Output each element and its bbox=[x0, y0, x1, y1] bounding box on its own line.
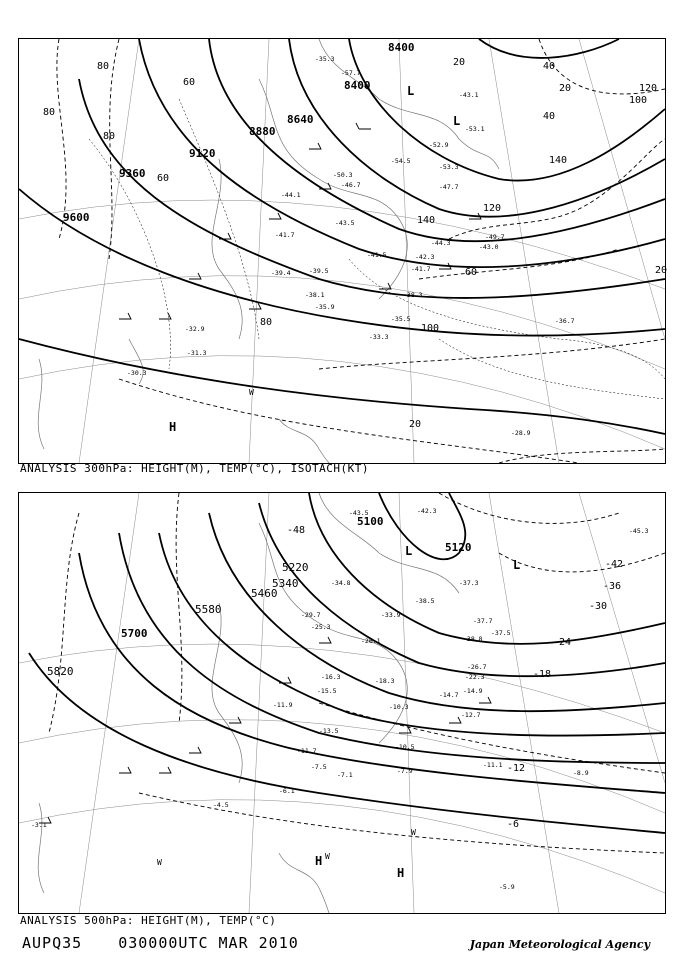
isotach-label: 20 bbox=[409, 419, 422, 430]
height-label: 5120 bbox=[445, 541, 472, 554]
temp-label: -38.3 bbox=[403, 291, 423, 299]
warm-center: W bbox=[157, 858, 162, 867]
temp-label: -26.1 bbox=[361, 637, 381, 645]
temp-label: -35.9 bbox=[315, 303, 335, 311]
isotach-label: 100 bbox=[421, 323, 440, 334]
isotach-label: 120 bbox=[483, 203, 502, 214]
temp-label: -43.5 bbox=[335, 219, 355, 227]
temp-label: -3.1 bbox=[31, 821, 47, 829]
temp-label: -45.3 bbox=[629, 527, 649, 535]
temp-label: -11.1 bbox=[483, 761, 503, 769]
isotach-label: 60 bbox=[465, 267, 478, 278]
temp-label: -43.5 bbox=[349, 509, 369, 517]
warm-center: W bbox=[325, 852, 330, 861]
warm-center: W bbox=[411, 828, 416, 837]
isotach-label: 120 bbox=[639, 83, 658, 94]
temp-label: -28.9 bbox=[511, 429, 531, 437]
temp-label: -52.9 bbox=[429, 141, 449, 149]
temp-label: -32.9 bbox=[185, 325, 205, 333]
temp-label: -26.7 bbox=[467, 663, 487, 671]
temp-label: -42.3 bbox=[415, 253, 435, 261]
temp-label: -41.7 bbox=[275, 231, 295, 239]
temp-label: -53.1 bbox=[465, 125, 485, 133]
temp-label: -7.1 bbox=[337, 771, 353, 779]
low-pressure-center: L bbox=[405, 544, 413, 558]
temp-label: -50.3 bbox=[333, 171, 353, 179]
temp-label: -16.3 bbox=[321, 673, 341, 681]
height-label: 5220 bbox=[282, 561, 309, 574]
isotherm-label: -42 bbox=[605, 559, 624, 570]
temp-label: -44.1 bbox=[281, 191, 301, 199]
isotherm-label: -24 bbox=[553, 637, 572, 648]
height-label: 8400 bbox=[388, 41, 415, 54]
temp-label: -39.4 bbox=[271, 269, 291, 277]
temp-label: -30.3 bbox=[127, 369, 147, 377]
temp-label: -37.5 bbox=[491, 629, 511, 637]
temp-label: -13.5 bbox=[319, 727, 339, 735]
temp-label: -38.5 bbox=[415, 597, 435, 605]
isotherm-label: -48 bbox=[287, 525, 306, 536]
height-label: 5820 bbox=[47, 665, 74, 678]
height-label: 8880 bbox=[249, 125, 276, 138]
temp-label: -41.5 bbox=[367, 251, 387, 259]
temp-label: -33.3 bbox=[369, 333, 389, 341]
isotach-label: 140 bbox=[549, 155, 568, 166]
temp-label: -15.5 bbox=[317, 687, 337, 695]
panel-500-caption: ANALYSIS 500hPa: HEIGHT(M), TEMP(°C) bbox=[20, 914, 277, 927]
isotherm-label: -18 bbox=[533, 669, 552, 680]
temp-label: -33.9 bbox=[381, 611, 401, 619]
warm-center: W bbox=[249, 388, 254, 397]
temp-label: -5.9 bbox=[499, 883, 515, 891]
temp-label: -54.5 bbox=[391, 157, 411, 165]
temp-label: -8.9 bbox=[573, 769, 589, 777]
temp-label: -46.7 bbox=[341, 181, 361, 189]
temp-label: -12.7 bbox=[461, 711, 481, 719]
temp-label: -7.5 bbox=[311, 763, 327, 771]
temp-label: -43.1 bbox=[459, 91, 479, 99]
isotach-label: 20 bbox=[559, 83, 572, 94]
temp-label: -39.5 bbox=[309, 267, 329, 275]
chart-identifier bbox=[22, 934, 325, 952]
isotach-label: 80 bbox=[260, 317, 273, 328]
temp-label: -57.7 bbox=[341, 69, 361, 77]
high-pressure-center: H bbox=[169, 420, 177, 434]
isotach-label: 20 bbox=[453, 57, 466, 68]
temp-label: -36.7 bbox=[555, 317, 575, 325]
temp-label: -38.1 bbox=[305, 291, 325, 299]
temp-label: -7.9 bbox=[397, 767, 413, 775]
weather-map-500hpa bbox=[19, 493, 665, 913]
coastline bbox=[38, 39, 502, 463]
low-pressure-center: L bbox=[407, 84, 415, 98]
temp-label: -41.7 bbox=[411, 265, 431, 273]
chart-code: AUPQ35 bbox=[22, 934, 83, 952]
temp-label: -18.3 bbox=[375, 677, 395, 685]
height-label: 9120 bbox=[189, 147, 216, 160]
isotherm-contours bbox=[89, 99, 668, 399]
isotherm-label: -12 bbox=[507, 763, 526, 774]
height-label: 8400 bbox=[344, 79, 371, 92]
height-contours bbox=[19, 39, 668, 434]
isotherm-label: -30 bbox=[589, 601, 608, 612]
graticule bbox=[19, 493, 665, 913]
panel-300-caption: ANALYSIS 300hPa: HEIGHT(M), TEMP(°C), ISOTACH(KT) bbox=[20, 462, 370, 475]
isotach-label: 100 bbox=[629, 95, 648, 106]
temp-label: -37.7 bbox=[473, 617, 493, 625]
isotach-label: 80 bbox=[97, 61, 110, 72]
high-pressure-center: H bbox=[397, 866, 405, 880]
isotach-label: 40 bbox=[543, 111, 556, 122]
temp-label: -43.0 bbox=[479, 243, 499, 251]
temp-label: -6.1 bbox=[279, 787, 295, 795]
height-contours bbox=[29, 493, 665, 833]
weather-map-300hpa bbox=[19, 39, 668, 463]
height-label: 9600 bbox=[63, 211, 90, 224]
isotach-label: 40 bbox=[543, 61, 556, 72]
map-panel-500hpa bbox=[18, 492, 666, 914]
height-label: 8640 bbox=[287, 113, 314, 126]
temp-label: -34.8 bbox=[331, 579, 351, 587]
height-label: 5460 bbox=[251, 587, 278, 600]
low-pressure-center: L bbox=[453, 114, 461, 128]
temp-label: -29.7 bbox=[301, 611, 321, 619]
temp-label: -31.3 bbox=[187, 349, 207, 357]
valid-time: 030000UTC MAR 2010 bbox=[118, 934, 299, 952]
temp-label: -47.7 bbox=[439, 183, 459, 191]
temp-label: -37.3 bbox=[459, 579, 479, 587]
map-panel-300hpa bbox=[18, 38, 666, 464]
isotach-label: 80 bbox=[103, 131, 116, 142]
isotach-label: 60 bbox=[157, 173, 170, 184]
temp-label: -10.3 bbox=[389, 703, 409, 711]
temp-label: -53.3 bbox=[439, 163, 459, 171]
temp-label: -14.7 bbox=[439, 691, 459, 699]
temp-label: -35.5 bbox=[391, 315, 411, 323]
temp-label: -44.3 bbox=[431, 239, 451, 247]
height-label: 5700 bbox=[121, 627, 148, 640]
agency-name: Japan Meteorological Agency bbox=[469, 938, 650, 951]
isotach-label: 60 bbox=[183, 77, 196, 88]
high-pressure-center: H bbox=[315, 854, 323, 868]
isotach-label: 20 bbox=[655, 265, 668, 276]
height-label: 9360 bbox=[119, 167, 146, 180]
temp-label: -4.5 bbox=[213, 801, 229, 809]
temp-label: -49.7 bbox=[485, 233, 505, 241]
temp-label: -11.9 bbox=[273, 701, 293, 709]
temp-label: -14.9 bbox=[463, 687, 483, 695]
temp-label: -10.5 bbox=[395, 743, 415, 751]
isotach-label: 80 bbox=[43, 107, 56, 118]
temp-label: -22.3 bbox=[465, 673, 485, 681]
temp-label: -38.8 bbox=[463, 635, 483, 643]
temp-label: -42.3 bbox=[417, 507, 437, 515]
isotach-label: 140 bbox=[417, 215, 436, 226]
isotherm-label: -6 bbox=[507, 819, 520, 830]
low-pressure-center: L bbox=[513, 558, 521, 572]
height-label: 5580 bbox=[195, 603, 222, 616]
temp-label: -11.7 bbox=[297, 747, 317, 755]
temp-label: -25.3 bbox=[311, 623, 331, 631]
height-label: 5340 bbox=[272, 577, 299, 590]
temp-label: -35.3 bbox=[315, 55, 335, 63]
isotherm-label: -36 bbox=[603, 581, 622, 592]
height-label: 5100 bbox=[357, 515, 384, 528]
